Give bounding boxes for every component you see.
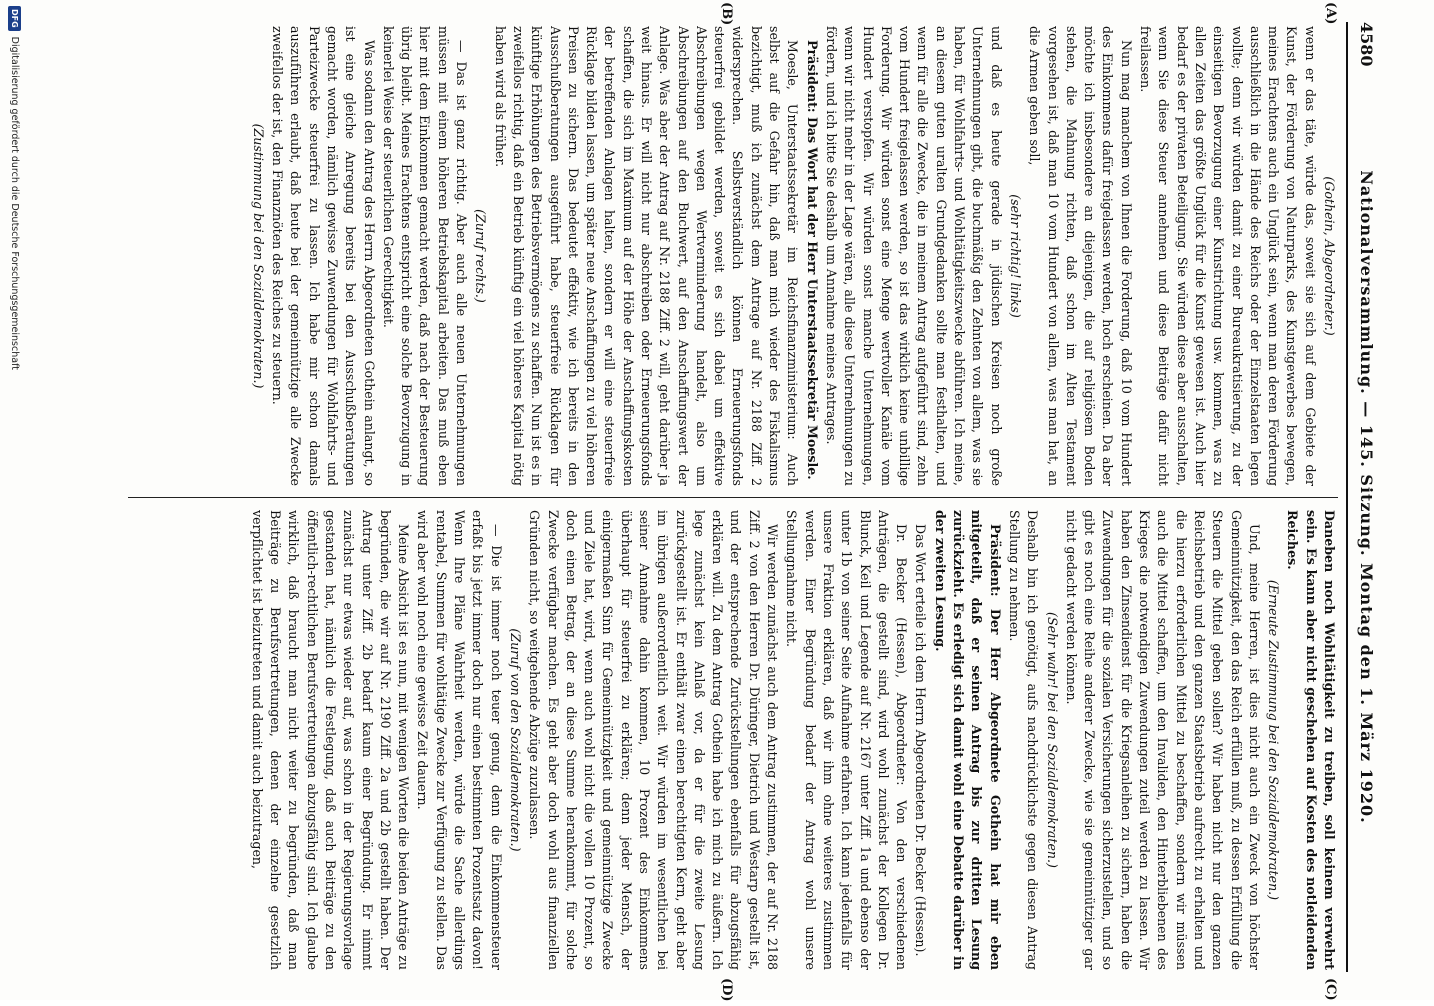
paragraph: Deshalb bin ich genötigt, aufs nachdrücklichste gegen diesen Antrag Stellung zu nehmen. — [1006, 510, 1041, 970]
interjection: (sehr richtig! links) — [1007, 194, 1023, 318]
paragraph: — Die ist immer noch teuer genug, denn die Einkommensteuer erfaßt bis jetzt immer doch nur einen bestimmten Prozentsatz davon! Wenn Ihre Pläne Wahrheit werden, würde die Sache allerdings rentabel, Summen für wohltätige Zwecke zur Verfügung zu stellen. Das wird aber wohl noch eine gewisse Zeit dauern. — [415, 510, 504, 970]
interjection: (Erneute Zustimmung bei den Sozialdemokraten.) — [1266, 579, 1282, 901]
paragraph: Das Wort erteile ich dem Herrn Abgeordneten Dr. Becker (Hessen). — [913, 524, 929, 957]
left-column — [118, 26, 1338, 486]
margin-marker-c: (C) — [1323, 978, 1338, 1001]
paragraph: Und, meine Herren, ist dies nicht auch ein Zweck von höchster Gemeinnützigkeit, den das Reich erfüllen muß, zu dessen Erfüllung die Steuern die Mittel geben sollen? Wir haben nicht nur den ganzen Reichsbetrieb und den ganzen Staatsbetrieb aufrecht zu erhalten und die hierzu erforderlichen Mittel zu beschaffen, sondern wir müssen auch die Mittel schaffen, um den Invaliden, den Hinterbliebenen des Krieges die notwendigen Zuwendungen zuteil werden zu lassen. Wir haben den Zinsendienst für die Kriegsanleihen zu sichern, haben die Zuwendungen für die sozialen Versicherungen sicherzustellen, und so gibt es noch eine Reihe anderer Zwecke, wie sie gemeinnütziger gar nicht gedacht werden können. — [1063, 510, 1262, 970]
paragraph: wenn er das täte, würde das, soweit sie sich auf dem Gebiete der Kunst, der Förderung von Naturparks, des Kunstgewerbes bewegen, meines Erachtens auch ein Unglück sein, wenn man deren Förderung ausschließlich in die Hände des Reichs oder der Einzelstaaten legen wollte; denn wir würden damit zu einer Bureaukratisierung, zu der einseitigen Bevorzugung einer Kunstrichtung usw. kommen, was zu allen Zeiten das größte Unglück für die Kunst gewesen ist. Auch hier bedarf es der privaten Beteiligung. Sie würden diese aber ausschalten, wenn Sie diese Steuer annehmen und diese Beiträge dafür nicht freilassen. — [1138, 26, 1318, 486]
column-divider — [128, 497, 1338, 498]
paragraph: Moesle, Unterstaatssekretär im Reichsfinanzministerium: Auch selbst auf die Gefahr hin, daß man mich wieder des Fiskalismus bezichtigt, muß ich zunächst dem Antrage auf Nr. 2188 Ziff. 2 widersprechen. Selbstverständlich können Erneuerungsfonds steuerfrei gebildet werden, soweit es sich dabei um effektive Abschreibungen wegen Wertverminderung handelt, also um Abschreibungen auf den Buchwert, auf den Anschaffungswert der Anlage. Was aber der Antrag auf Nr. 2188 Ziff. 2 will, geht darüber ja weit hinaus. Er will nicht nur abschreiben oder Erneuerungsfonds schaffen, die sich im Maximum auf der Höhe der Anschaffungskosten der betreffenden Anlagen halten, sondern er will eine steuerfreie Rücklage bilden lassen, um später neue Anschaffungen zu viel höheren Preisen zu sichern. Das bedeutet effektiv, wie ich bereits in den Ausschußberatungen ausgeführt habe, steuerfreie Rücklagen für künftige Erhöhungen des Betriebsvermögens zu schaffen. Nun ist es in zweifellos richtig, daß ein Betrieb künftig ein viel höheres Kapital nötig haben wird als früher. — [492, 26, 801, 486]
page-header — [1346, 22, 1382, 972]
paragraph: Dr. Becker (Hessen), Abgeordneter: Von den verschiedenen Anträgen, die gestellt sind, wird wohl zunächst der Kollegen Dr. Blunck, Keil und Legende auf Nr. 2167 unter Ziff. 1a und ebenso der unter 1b von seiner Seite Aufnahme erfahren. Ich kann jedenfalls für unsere Fraktion erklären, daß wir ihm ohne weiteres zustimmen werden. Einer Begründung bedarf der Antrag wohl unsere Stellungnahme nicht. — [784, 510, 910, 970]
running-title: Nationalversammlung. — 145. Sitzung. Montag den 1. März 1920. — [1357, 170, 1376, 824]
interjection: (Zustimmung bei den Sozialdemokraten.) — [250, 123, 266, 389]
margin-marker-d: (D) — [719, 978, 734, 1002]
page-number: 4580 — [1357, 22, 1376, 67]
speaker-note: (Gothein, Abgeordneter.) — [1322, 176, 1337, 336]
paragraph: Meine Absicht ist es nun, mit wenigen Worten die beiden Anträge zu begründen, die wir auf Nr. 2190 Ziff. 2a und 2b gestellt haben. Der Antrag unter Ziff. 2b bedarf kaum einer Begründung. Er nimmt zunächst nur etwas wieder auf, was schon in der Regierungsvorlage gestanden hat, nämlich die Festlegung, daß auch Beiträge zu den öffentlich-rechtlichen Berufsvertretungen abzugsfähig sind. Ich glaube wirklich, daß braucht man nicht weiter zu begründen, daß man Beiträge zu Berufsvertretungen, denen der einzelne gesetzlich verpflichtet ist beizutreten und damit auch beizutragen, — [249, 510, 412, 970]
credit-text: Digitalisierung gefördert durch die Deutsche Forschungsgemeinschaft — [9, 36, 21, 370]
paragraph: — Das ist ganz richtig. Aber auch alle neuen Unternehmungen müssen mit einem höheren Betriebskapital arbeiten. Das muß eben hier mit dem Einkommen gemacht werden, daß nach der Besteuerung übrig bleibt. Meines Erachtens entspricht eine solche Bevorzugung in keinerlei Weise der steuerlichen Gerechtigkeit. — [380, 26, 470, 486]
paragraph: Daneben noch Wohltätigkeit zu treiben, soll keinem verwehrt sein. Es kann aber nicht geschehen auf Kosten des notleidenden Reiches. — [1285, 510, 1337, 970]
right-column — [118, 510, 1338, 970]
paragraph: Nun mag manchem von Ihnen die Forderung, daß 10 vom Hundert des Einkommens dafür freigelassen werden, hoch erscheinen. Da aber möchte ich insbesondere an diejenigen, die auf religiösem Boden stehen, die Mahnung richten, daß schon im Alten Testament vorgesehen ist, daß man 10 vom Hundert von allem, was man hat, an die Armen geben soll, — [1027, 26, 1134, 486]
interjection: (Zuruf rechts.) — [473, 209, 489, 303]
paragraph: Was sodann den Antrag des Herrn Abgeordneten Gothein anlangt, so ist eine gleiche Anregung bereits bei den Ausschußberatungen gemacht worden, nämlich gewisse Zuwendungen für Wohlfahrts- und Parteizwecke steuerfrei zu lassen. Ich habe mir schon damals auszuführen erlaubt, daß heute bei der gemeinnützige alle Zwecke zweifellos der ist, den Finanznöten des Reiches zu steuern. — [270, 26, 377, 486]
margin-marker-a: (A) — [1323, 2, 1338, 25]
interjection: (Zuruf von den Sozialdemokraten.) — [507, 628, 523, 852]
digitization-credit — [4, 0, 26, 1006]
paragraph: und daß es heute gerade in jüdischen Kreisen noch große Unternehmungen gibt, die buchmäßig den Zehnten von allem, was sie haben, für Wohlfahrts- und Wohltätigkeitszwecke abführen. Ich meine, an diesem guten uralten Grundgedanken sollte man festhalten, und wenn für alle die Zwecke, die in meinem Antrag aufgeführt sind, zehn vom Hundert freigelassen werden, so ist das wirklich keine unbillige Forderung. Wir würden sonst eine Menge wertvoller Kanäle vom Hundert verstopfen. Wir würden sonst manche Unternehmungen, wenn wir nicht mehr in der Lage wären, alle diese Unternehmungen zu fördern, und ich bitte Sie deshalb um Annahme meines Antrages. — [823, 26, 1004, 486]
dfg-logo-icon: DFG — [9, 6, 22, 31]
interjection: (Sehr wahr! bei den Sozialdemokraten.) — [1044, 612, 1060, 868]
paragraph: Präsident: Das Wort hat der Herr Unterstaatssekretär Moesle. — [804, 40, 820, 480]
paragraph: Präsident: Der Herr Abgeordnete Gothein hat mir eben mitgeteilt, daß er seinen Antrag bis zur dritten Lesung zurückzieht. Es erledigt sich damit wohl eine Debatte darüber in der zweiten Lesung. — [932, 510, 1003, 970]
paragraph: Wir werden zunächst auch dem Antrag zustimmen, der auf Nr. 2188 Ziff. 2 von den Herren Dr. Düringer, Dietrich und Westarp gestellt ist, und der entsprechende Zurückstellungen ebenfalls für abzugsfähig erklären will. Zu dem Antrag Gothein habe ich mich zu äußern. Ich lege zunächst kein Anlaß vor, da er für die zweite Lesung zurückgestellt ist. Er enthält zwar einen berechtigten Kern, geht aber im übrigen außerordentlich weit. Wir würden im wesentlichen bei seiner Annahme dahin kommen, 10 Prozent des Einkommens überhaupt für steuerfrei zu erklären; denn jeder Mensch, der einigermaßen Sinn für Gemeinnützigkeit und gemeinnützige Zwecke und Ziele hat, wird, wenn auch wohl nicht die vollen 10 Prozent, so doch einen Betrag, der an diese Summe herankommt, für solche Zwecke verfügbar machen. Es geht aber doch wohl aus finanziellen Gründen nicht, so weitgehende Abzüge zuzulassen. — [527, 510, 781, 970]
margin-marker-b: (B) — [719, 2, 734, 26]
